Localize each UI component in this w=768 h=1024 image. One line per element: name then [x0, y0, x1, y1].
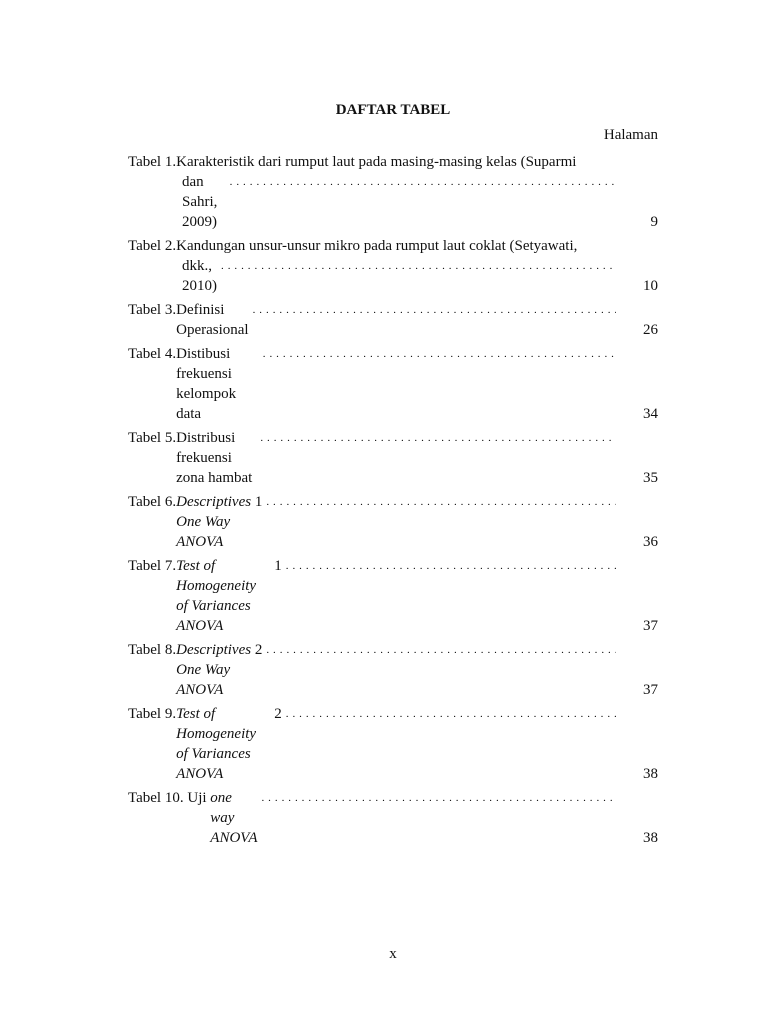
- toc-entry-number: Tabel 8.: [128, 642, 177, 658]
- toc-entry-page: 37: [643, 618, 658, 634]
- toc-entry-page: 38: [643, 830, 658, 846]
- toc-entry-tabel-2[interactable]: [128, 236, 658, 296]
- toc-entry-label: [128, 236, 616, 296]
- toc-entry-number: Tabel 7.: [128, 558, 177, 574]
- dot-leader: [262, 492, 616, 552]
- toc-entry-page: 34: [643, 406, 658, 422]
- toc-entry-title-line1: Karakteristik dari rumput laut pada masing-masing kelas (Suparmi: [176, 154, 577, 170]
- toc-entry-title-italic: one way ANOVA: [210, 790, 258, 846]
- toc-entry-title-suffix: 2: [251, 642, 263, 658]
- toc-entry-tabel-6[interactable]: [128, 492, 658, 552]
- toc-entry-label: [128, 428, 616, 488]
- toc-entry-title-suffix: 2: [270, 706, 282, 722]
- toc-entry-number: Tabel 6.: [128, 494, 177, 510]
- dot-leader: [259, 344, 616, 424]
- toc-entry-number: Tabel 5.: [128, 430, 177, 446]
- toc-entry-tabel-4[interactable]: [128, 344, 658, 424]
- toc-entry-page: 26: [643, 322, 658, 338]
- toc-entry-title-line1: Kandungan unsur-unsur mikro pada rumput laut coklat (Setyawati,: [176, 238, 578, 254]
- toc-entry-page: 9: [650, 214, 658, 230]
- toc-entry-tabel-5[interactable]: [128, 428, 658, 488]
- toc-entry-page: 35: [643, 470, 658, 486]
- toc-entry-title-suffix: 1: [270, 558, 282, 574]
- page-column-header: Halaman: [603, 127, 658, 143]
- toc-entry-number: Tabel 10.: [128, 790, 188, 806]
- toc-entry-title-line2: dan Sahri, 2009): [182, 174, 218, 230]
- toc-entry-tabel-10[interactable]: [128, 788, 658, 848]
- toc-entry-title-suffix: 1: [251, 494, 263, 510]
- toc-entry-number: Tabel 3.: [128, 302, 177, 318]
- toc-entry-page: 10: [643, 278, 658, 294]
- toc-entry-tabel-7[interactable]: [128, 556, 658, 636]
- page-title: DAFTAR TABEL: [335, 102, 451, 118]
- toc-entry-label: [128, 640, 616, 700]
- toc-entry-number: Tabel 9.: [128, 706, 177, 722]
- toc-entry-page: 36: [643, 534, 658, 550]
- toc-entry-title-italic: Descriptives One Way ANOVA: [176, 494, 252, 550]
- dot-leader: [256, 428, 616, 488]
- dot-leader: [262, 640, 616, 700]
- toc-entry-title-prefix: Uji: [187, 790, 211, 806]
- toc-entry-number: Tabel 4.: [128, 346, 177, 362]
- toc-entry-label: [128, 152, 616, 232]
- dot-leader: [226, 172, 616, 232]
- toc-entry-page: 38: [643, 766, 658, 782]
- toc-entry-label: [128, 300, 616, 340]
- toc-entry-title-italic: Test of Homogeneity of Variances ANOVA: [176, 558, 257, 634]
- dot-leader: [217, 256, 616, 296]
- toc-entry-label: [128, 492, 616, 552]
- dot-leader: [249, 300, 616, 340]
- toc-entry-number: Tabel 1.: [128, 154, 177, 170]
- toc-entry-title-italic: Descriptives One Way ANOVA: [176, 642, 252, 698]
- toc-entry-label: [128, 788, 616, 848]
- toc-entry-tabel-1[interactable]: [128, 152, 658, 232]
- toc-entry-title: Definisi Operasional: [176, 302, 249, 338]
- toc-entry-tabel-3[interactable]: [128, 300, 658, 340]
- toc-entry-page: 37: [643, 682, 658, 698]
- toc-entry-number: Tabel 2.: [128, 238, 177, 254]
- table-of-tables: [128, 152, 658, 852]
- toc-entry-title: Distribusi frekuensi zona hambat: [176, 430, 253, 486]
- page-number-footer: x: [389, 946, 397, 962]
- toc-entry-title-italic: Test of Homogeneity of Variances ANOVA: [176, 706, 257, 782]
- toc-entry-title-line2: dkk., 2010): [182, 258, 217, 294]
- toc-entry-label: [128, 556, 616, 636]
- toc-entry-label: [128, 344, 616, 424]
- toc-entry-label: [128, 704, 616, 784]
- dot-leader: [282, 704, 616, 784]
- toc-entry-tabel-8[interactable]: [128, 640, 658, 700]
- toc-entry-title: Distibusi frekuensi kelompok data: [176, 346, 237, 422]
- dot-leader: [257, 788, 616, 848]
- dot-leader: [282, 556, 616, 636]
- toc-entry-tabel-9[interactable]: [128, 704, 658, 784]
